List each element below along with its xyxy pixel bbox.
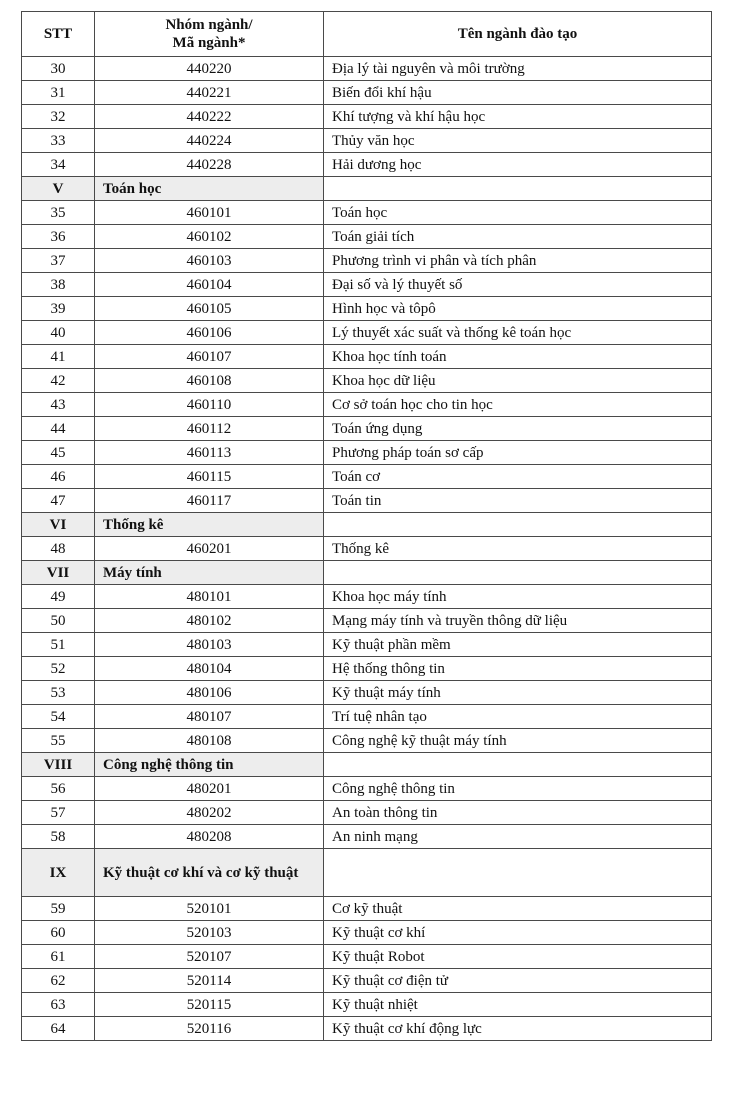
row-stt: 47 (22, 489, 95, 513)
table-row (22, 441, 712, 465)
table-row (22, 321, 712, 345)
row-name: Lý thuyết xác suất và thống kê toán học (324, 321, 712, 345)
row-stt: 53 (22, 681, 95, 705)
row-code: 480107 (95, 705, 324, 729)
row-name: Khí tượng và khí hậu học (324, 105, 712, 129)
table-row (22, 225, 712, 249)
row-code: 480103 (95, 633, 324, 657)
row-name: Toán học (324, 201, 712, 225)
row-name: Khoa học dữ liệu (324, 369, 712, 393)
row-name: Toán cơ (324, 465, 712, 489)
row-stt: 59 (22, 897, 95, 921)
table-row (22, 249, 712, 273)
row-name: Đại số và lý thuyết số (324, 273, 712, 297)
row-name: Cơ kỹ thuật (324, 897, 712, 921)
row-name: An ninh mạng (324, 825, 712, 849)
row-stt: 45 (22, 441, 95, 465)
row-stt: 60 (22, 921, 95, 945)
row-name: Mạng máy tính và truyền thông dữ liệu (324, 609, 712, 633)
row-name: Phương pháp toán sơ cấp (324, 441, 712, 465)
table-row (22, 417, 712, 441)
group-name: Thống kê (95, 513, 324, 537)
table-row (22, 897, 712, 921)
row-name: Khoa học máy tính (324, 585, 712, 609)
row-stt: 58 (22, 825, 95, 849)
row-name: Công nghệ thông tin (324, 777, 712, 801)
row-name: Trí tuệ nhân tạo (324, 705, 712, 729)
row-stt: 40 (22, 321, 95, 345)
row-code: 460101 (95, 201, 324, 225)
row-stt: 55 (22, 729, 95, 753)
table-row (22, 609, 712, 633)
table-row (22, 297, 712, 321)
row-code: 480202 (95, 801, 324, 825)
row-stt: 51 (22, 633, 95, 657)
row-name: Kỹ thuật máy tính (324, 681, 712, 705)
row-stt: 46 (22, 465, 95, 489)
group-name: Toán học (95, 177, 324, 201)
row-code: 460110 (95, 393, 324, 417)
table-row (22, 345, 712, 369)
table-header-row (22, 12, 712, 57)
row-code: 480208 (95, 825, 324, 849)
row-stt: 50 (22, 609, 95, 633)
row-code: 520115 (95, 993, 324, 1017)
row-code: 460104 (95, 273, 324, 297)
group-row (22, 561, 712, 585)
group-row (22, 849, 712, 897)
table-row (22, 993, 712, 1017)
table-row (22, 129, 712, 153)
group-number: V (22, 177, 95, 201)
row-code: 480108 (95, 729, 324, 753)
table-body (22, 57, 712, 1041)
row-code: 440220 (95, 57, 324, 81)
row-code: 440221 (95, 81, 324, 105)
row-code: 520107 (95, 945, 324, 969)
row-code: 460112 (95, 417, 324, 441)
header-code-line2: Mã ngành* (172, 35, 246, 51)
table-row (22, 57, 712, 81)
row-code: 460108 (95, 369, 324, 393)
table-row (22, 273, 712, 297)
group-empty-cell (324, 177, 712, 201)
row-code: 480201 (95, 777, 324, 801)
table-row (22, 201, 712, 225)
group-row (22, 753, 712, 777)
row-code: 460117 (95, 489, 324, 513)
row-code: 440224 (95, 129, 324, 153)
table-row (22, 969, 712, 993)
row-code: 480102 (95, 609, 324, 633)
row-name: Kỹ thuật phần mềm (324, 633, 712, 657)
row-name: Biến đổi khí hậu (324, 81, 712, 105)
row-stt: 62 (22, 969, 95, 993)
group-row (22, 513, 712, 537)
row-stt: 34 (22, 153, 95, 177)
group-row (22, 177, 712, 201)
table-row (22, 945, 712, 969)
table-row (22, 801, 712, 825)
row-name: Toán ứng dụng (324, 417, 712, 441)
row-code: 480106 (95, 681, 324, 705)
row-name: Kỹ thuật Robot (324, 945, 712, 969)
group-name: Máy tính (95, 561, 324, 585)
row-code: 460106 (95, 321, 324, 345)
table-row (22, 921, 712, 945)
row-code: 460115 (95, 465, 324, 489)
row-stt: 54 (22, 705, 95, 729)
row-name: Hải dương học (324, 153, 712, 177)
row-stt: 38 (22, 273, 95, 297)
row-stt: 56 (22, 777, 95, 801)
row-name: Kỹ thuật cơ khí (324, 921, 712, 945)
group-number: VI (22, 513, 95, 537)
row-name: Kỹ thuật cơ khí động lực (324, 1017, 712, 1041)
majors-table (21, 11, 712, 1041)
table-row (22, 537, 712, 561)
group-empty-cell (324, 753, 712, 777)
group-empty-cell (324, 561, 712, 585)
row-name: Kỹ thuật cơ điện tử (324, 969, 712, 993)
row-name: Hệ thống thông tin (324, 657, 712, 681)
group-name: Kỹ thuật cơ khí và cơ kỹ thuật (95, 849, 324, 897)
row-name: Công nghệ kỹ thuật máy tính (324, 729, 712, 753)
table-row (22, 825, 712, 849)
table-row (22, 489, 712, 513)
table-row (22, 1017, 712, 1041)
row-stt: 30 (22, 57, 95, 81)
table-row (22, 657, 712, 681)
row-code: 520116 (95, 1017, 324, 1041)
row-code: 520114 (95, 969, 324, 993)
group-number: VII (22, 561, 95, 585)
row-code: 460105 (95, 297, 324, 321)
table-row (22, 729, 712, 753)
row-code: 520103 (95, 921, 324, 945)
header-code (95, 12, 324, 57)
row-stt: 64 (22, 1017, 95, 1041)
table-row (22, 633, 712, 657)
row-stt: 41 (22, 345, 95, 369)
header-code-line1: Nhóm ngành/ (165, 17, 253, 33)
row-stt: 37 (22, 249, 95, 273)
group-empty-cell (324, 513, 712, 537)
row-name: Thống kê (324, 537, 712, 561)
row-stt: 32 (22, 105, 95, 129)
group-number: IX (22, 849, 95, 897)
row-stt: 49 (22, 585, 95, 609)
row-code: 460201 (95, 537, 324, 561)
table-row (22, 465, 712, 489)
row-name: An toàn thông tin (324, 801, 712, 825)
table-row (22, 105, 712, 129)
row-code: 460107 (95, 345, 324, 369)
row-code: 480101 (95, 585, 324, 609)
row-stt: 42 (22, 369, 95, 393)
table-row (22, 705, 712, 729)
header-stt: STT (22, 12, 95, 57)
row-name: Thủy văn học (324, 129, 712, 153)
row-stt: 63 (22, 993, 95, 1017)
row-name: Phương trình vi phân và tích phân (324, 249, 712, 273)
row-stt: 52 (22, 657, 95, 681)
row-stt: 31 (22, 81, 95, 105)
row-name: Cơ sở toán học cho tin học (324, 393, 712, 417)
group-empty-cell (324, 849, 712, 897)
row-name: Toán tin (324, 489, 712, 513)
row-code: 440228 (95, 153, 324, 177)
table-row (22, 585, 712, 609)
row-stt: 44 (22, 417, 95, 441)
row-stt: 48 (22, 537, 95, 561)
table-row (22, 153, 712, 177)
row-stt: 35 (22, 201, 95, 225)
row-code: 460102 (95, 225, 324, 249)
row-stt: 43 (22, 393, 95, 417)
row-name: Địa lý tài nguyên và môi trường (324, 57, 712, 81)
table-row (22, 81, 712, 105)
row-code: 460103 (95, 249, 324, 273)
group-number: VIII (22, 753, 95, 777)
row-stt: 61 (22, 945, 95, 969)
row-stt: 36 (22, 225, 95, 249)
row-code: 460113 (95, 441, 324, 465)
row-stt: 39 (22, 297, 95, 321)
table-row (22, 369, 712, 393)
header-name: Tên ngành đào tạo (324, 12, 712, 57)
table-row (22, 681, 712, 705)
row-code: 440222 (95, 105, 324, 129)
table-row (22, 393, 712, 417)
row-name: Khoa học tính toán (324, 345, 712, 369)
row-name: Kỹ thuật nhiệt (324, 993, 712, 1017)
row-stt: 57 (22, 801, 95, 825)
group-name: Công nghệ thông tin (95, 753, 324, 777)
row-name: Hình học và tôpô (324, 297, 712, 321)
row-code: 480104 (95, 657, 324, 681)
table-row (22, 777, 712, 801)
row-stt: 33 (22, 129, 95, 153)
row-code: 520101 (95, 897, 324, 921)
row-name: Toán giải tích (324, 225, 712, 249)
